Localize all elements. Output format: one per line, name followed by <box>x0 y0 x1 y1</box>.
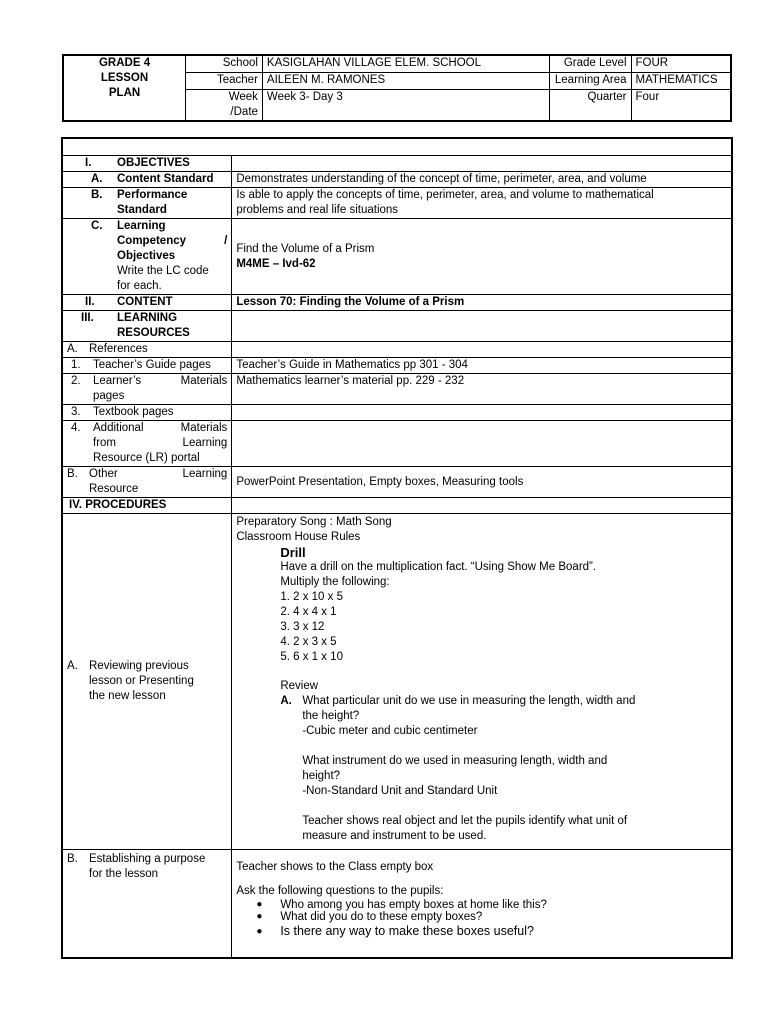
week-label-cell <box>186 90 263 122</box>
date-label: /Date <box>230 106 258 118</box>
content-value: Lesson 70: Finding the Volume of a Prism <box>232 295 732 311</box>
teacher-value: AILEEN M. RAMONES <box>262 73 549 90</box>
item-number: 2. <box>71 375 81 387</box>
item-letter: C. <box>91 220 103 232</box>
establishing-purpose-value <box>232 850 732 959</box>
learning-resources-heading <box>62 311 232 342</box>
additional-materials-label <box>62 421 232 467</box>
text-line: Classroom House Rules <box>236 531 361 543</box>
bullet-icon: ● <box>256 926 263 937</box>
text-line: Teacher shows to the Class empty box <box>236 861 434 873</box>
review-question: What particular unit do we use in measuring the length, width and <box>302 695 636 707</box>
learning-area-value: MATHEMATICS <box>631 73 731 90</box>
learning-competency-value <box>232 219 732 295</box>
drill-line: Have a drill on the multiplication fact. “Using Show Me Board”. <box>280 561 597 573</box>
textbook-pages-value <box>232 405 732 421</box>
content-standard-value: Demonstrates understanding of the concept of time, perimeter, area, and volume <box>232 172 732 188</box>
learning-competency-label <box>62 219 232 295</box>
item-letter: A. <box>67 343 78 355</box>
item-label: for the lesson <box>89 868 159 880</box>
item-label: the new lesson <box>89 690 166 702</box>
drill-line: 3. 3 x 12 <box>280 621 325 633</box>
content-heading <box>62 295 232 311</box>
item-label: Resource (LR) portal <box>93 452 200 464</box>
item-label: Learning <box>117 220 166 232</box>
text-line: Preparatory Song : Math Song <box>236 516 392 528</box>
quarter-value: Four <box>631 90 731 122</box>
bullet-item: What did you do to these empty boxes? <box>280 911 483 923</box>
item-letter: A. <box>67 660 78 672</box>
section-number: II. <box>85 296 95 308</box>
grade-level-value: FOUR <box>631 55 731 73</box>
procedures-heading: IV. PROCEDURES <box>62 498 232 514</box>
lc-code: M4ME – Ivd-62 <box>236 257 316 270</box>
bullet-item: Is there any way to make these boxes useful? <box>280 924 534 938</box>
grade-level-label: Grade Level <box>549 55 631 73</box>
value-line: Find the Volume of a Prism <box>236 242 375 255</box>
item-number: 3. <box>71 406 81 418</box>
drill-line: 1. 2 x 10 x 5 <box>280 591 343 603</box>
bullet-icon: ● <box>256 911 263 922</box>
drill-line: Multiply the following: <box>280 576 390 588</box>
textbook-pages-label <box>62 405 232 421</box>
item-letter: B. <box>67 468 78 480</box>
item-label: Additional <box>93 422 144 434</box>
grade-title-line: LESSON <box>100 72 149 84</box>
bullet-icon: ● <box>256 899 263 910</box>
section-title: OBJECTIVES <box>117 157 190 169</box>
review-letter: A. <box>280 695 292 707</box>
reviewing-lesson-value <box>232 514 732 850</box>
review-answer: -Cubic meter and cubic centimeter <box>302 725 478 737</box>
section-title: RESOURCES <box>117 327 190 339</box>
section-title: LEARNING <box>117 312 178 324</box>
learning-resources-value <box>232 311 732 342</box>
reviewing-lesson-label <box>62 514 232 850</box>
performance-standard-label <box>62 188 232 219</box>
item-label: lesson or Presenting <box>89 675 194 687</box>
lesson-plan-header <box>62 54 732 122</box>
teacher-label: Teacher <box>186 73 263 90</box>
procedures-value <box>232 498 732 514</box>
review-question: measure and instrument to be used. <box>302 830 487 842</box>
objectives-value <box>232 156 732 172</box>
grade-title-line: GRADE 4 <box>98 57 151 69</box>
school-label: School <box>186 55 263 73</box>
teachers-guide-value: Teacher’s Guide in Mathematics pp 301 - 304 <box>232 358 732 374</box>
section-number: III. <box>81 312 94 324</box>
item-letter: B. <box>91 189 103 201</box>
item-label: Textbook pages <box>93 406 174 418</box>
item-label: Learning <box>182 437 228 449</box>
learning-area-label: Learning Area <box>549 73 631 90</box>
item-label: pages <box>93 390 125 402</box>
item-label: Learner’s <box>93 375 142 387</box>
value-line: problems and real life situations <box>236 204 399 216</box>
drill-line: 4. 2 x 3 x 5 <box>280 636 337 648</box>
learners-materials-label <box>62 374 232 405</box>
review-question: Teacher shows real object and let the pupils identify what unit of <box>302 815 628 827</box>
item-label: Reviewing previous <box>89 660 189 672</box>
item-label: Other <box>89 468 118 480</box>
bullet-item: Who among you has empty boxes at home like this? <box>280 899 547 911</box>
item-label: Teacher’s Guide pages <box>93 359 211 371</box>
drill-title: Drill <box>280 545 306 560</box>
item-number: 1. <box>71 359 81 371</box>
additional-materials-value <box>232 421 732 467</box>
item-label: Performance <box>117 189 188 201</box>
item-label: Objectives <box>117 250 176 262</box>
grade-title-cell <box>63 55 186 121</box>
learners-materials-value: Mathematics learner’s material pp. 229 - 232 <box>232 374 732 405</box>
review-answer: -Non-Standard Unit and Standard Unit <box>302 785 498 797</box>
references-label <box>62 342 232 358</box>
text-line: Ask the following questions to the pupils: <box>236 885 444 897</box>
other-resource-value: PowerPoint Presentation, Empty boxes, Measuring tools <box>232 467 732 498</box>
week-value: Week 3- Day 3 <box>262 90 549 122</box>
week-label: Week <box>228 91 258 103</box>
section-number: I. <box>85 157 92 169</box>
item-label: / <box>224 235 228 247</box>
item-label: Learning <box>182 468 228 480</box>
item-label: References <box>89 343 148 355</box>
item-label: Standard <box>117 204 167 216</box>
item-letter: A. <box>91 173 103 185</box>
item-label: Materials <box>180 422 228 434</box>
blank-top-row <box>62 138 732 156</box>
review-question: the height? <box>302 710 360 722</box>
quarter-label: Quarter <box>549 90 631 122</box>
item-label: Competency <box>117 235 187 247</box>
lesson-plan-body <box>61 137 733 959</box>
school-value: KASIGLAHAN VILLAGE ELEM. SCHOOL <box>262 55 549 73</box>
item-number: 4. <box>71 422 81 434</box>
value-line: Is able to apply the concepts of time, perimeter, area, and volume to mathematical <box>236 189 654 201</box>
item-label: Materials <box>180 375 228 387</box>
content-standard-label <box>62 172 232 188</box>
drill-line: 2. 4 x 4 x 1 <box>280 606 337 618</box>
item-letter: B. <box>67 853 78 865</box>
establishing-purpose-label <box>62 850 232 959</box>
objectives-heading <box>62 156 232 172</box>
other-resource-label <box>62 467 232 498</box>
item-note: for each. <box>117 280 162 292</box>
performance-standard-value <box>232 188 732 219</box>
review-title: Review <box>280 680 319 692</box>
teachers-guide-label <box>62 358 232 374</box>
review-question: height? <box>302 770 341 782</box>
grade-title-line: PLAN <box>108 87 141 99</box>
item-label: from <box>93 437 116 449</box>
item-label: Resource <box>89 483 139 495</box>
review-question: What instrument do we used in measuring length, width and <box>302 755 608 767</box>
drill-line: 5. 6 x 1 x 10 <box>280 651 343 663</box>
item-label: Content Standard <box>117 173 214 185</box>
section-title: CONTENT <box>117 296 173 308</box>
references-value <box>232 342 732 358</box>
item-note: Write the LC code <box>117 265 209 277</box>
item-label: Establishing a purpose <box>89 853 206 865</box>
